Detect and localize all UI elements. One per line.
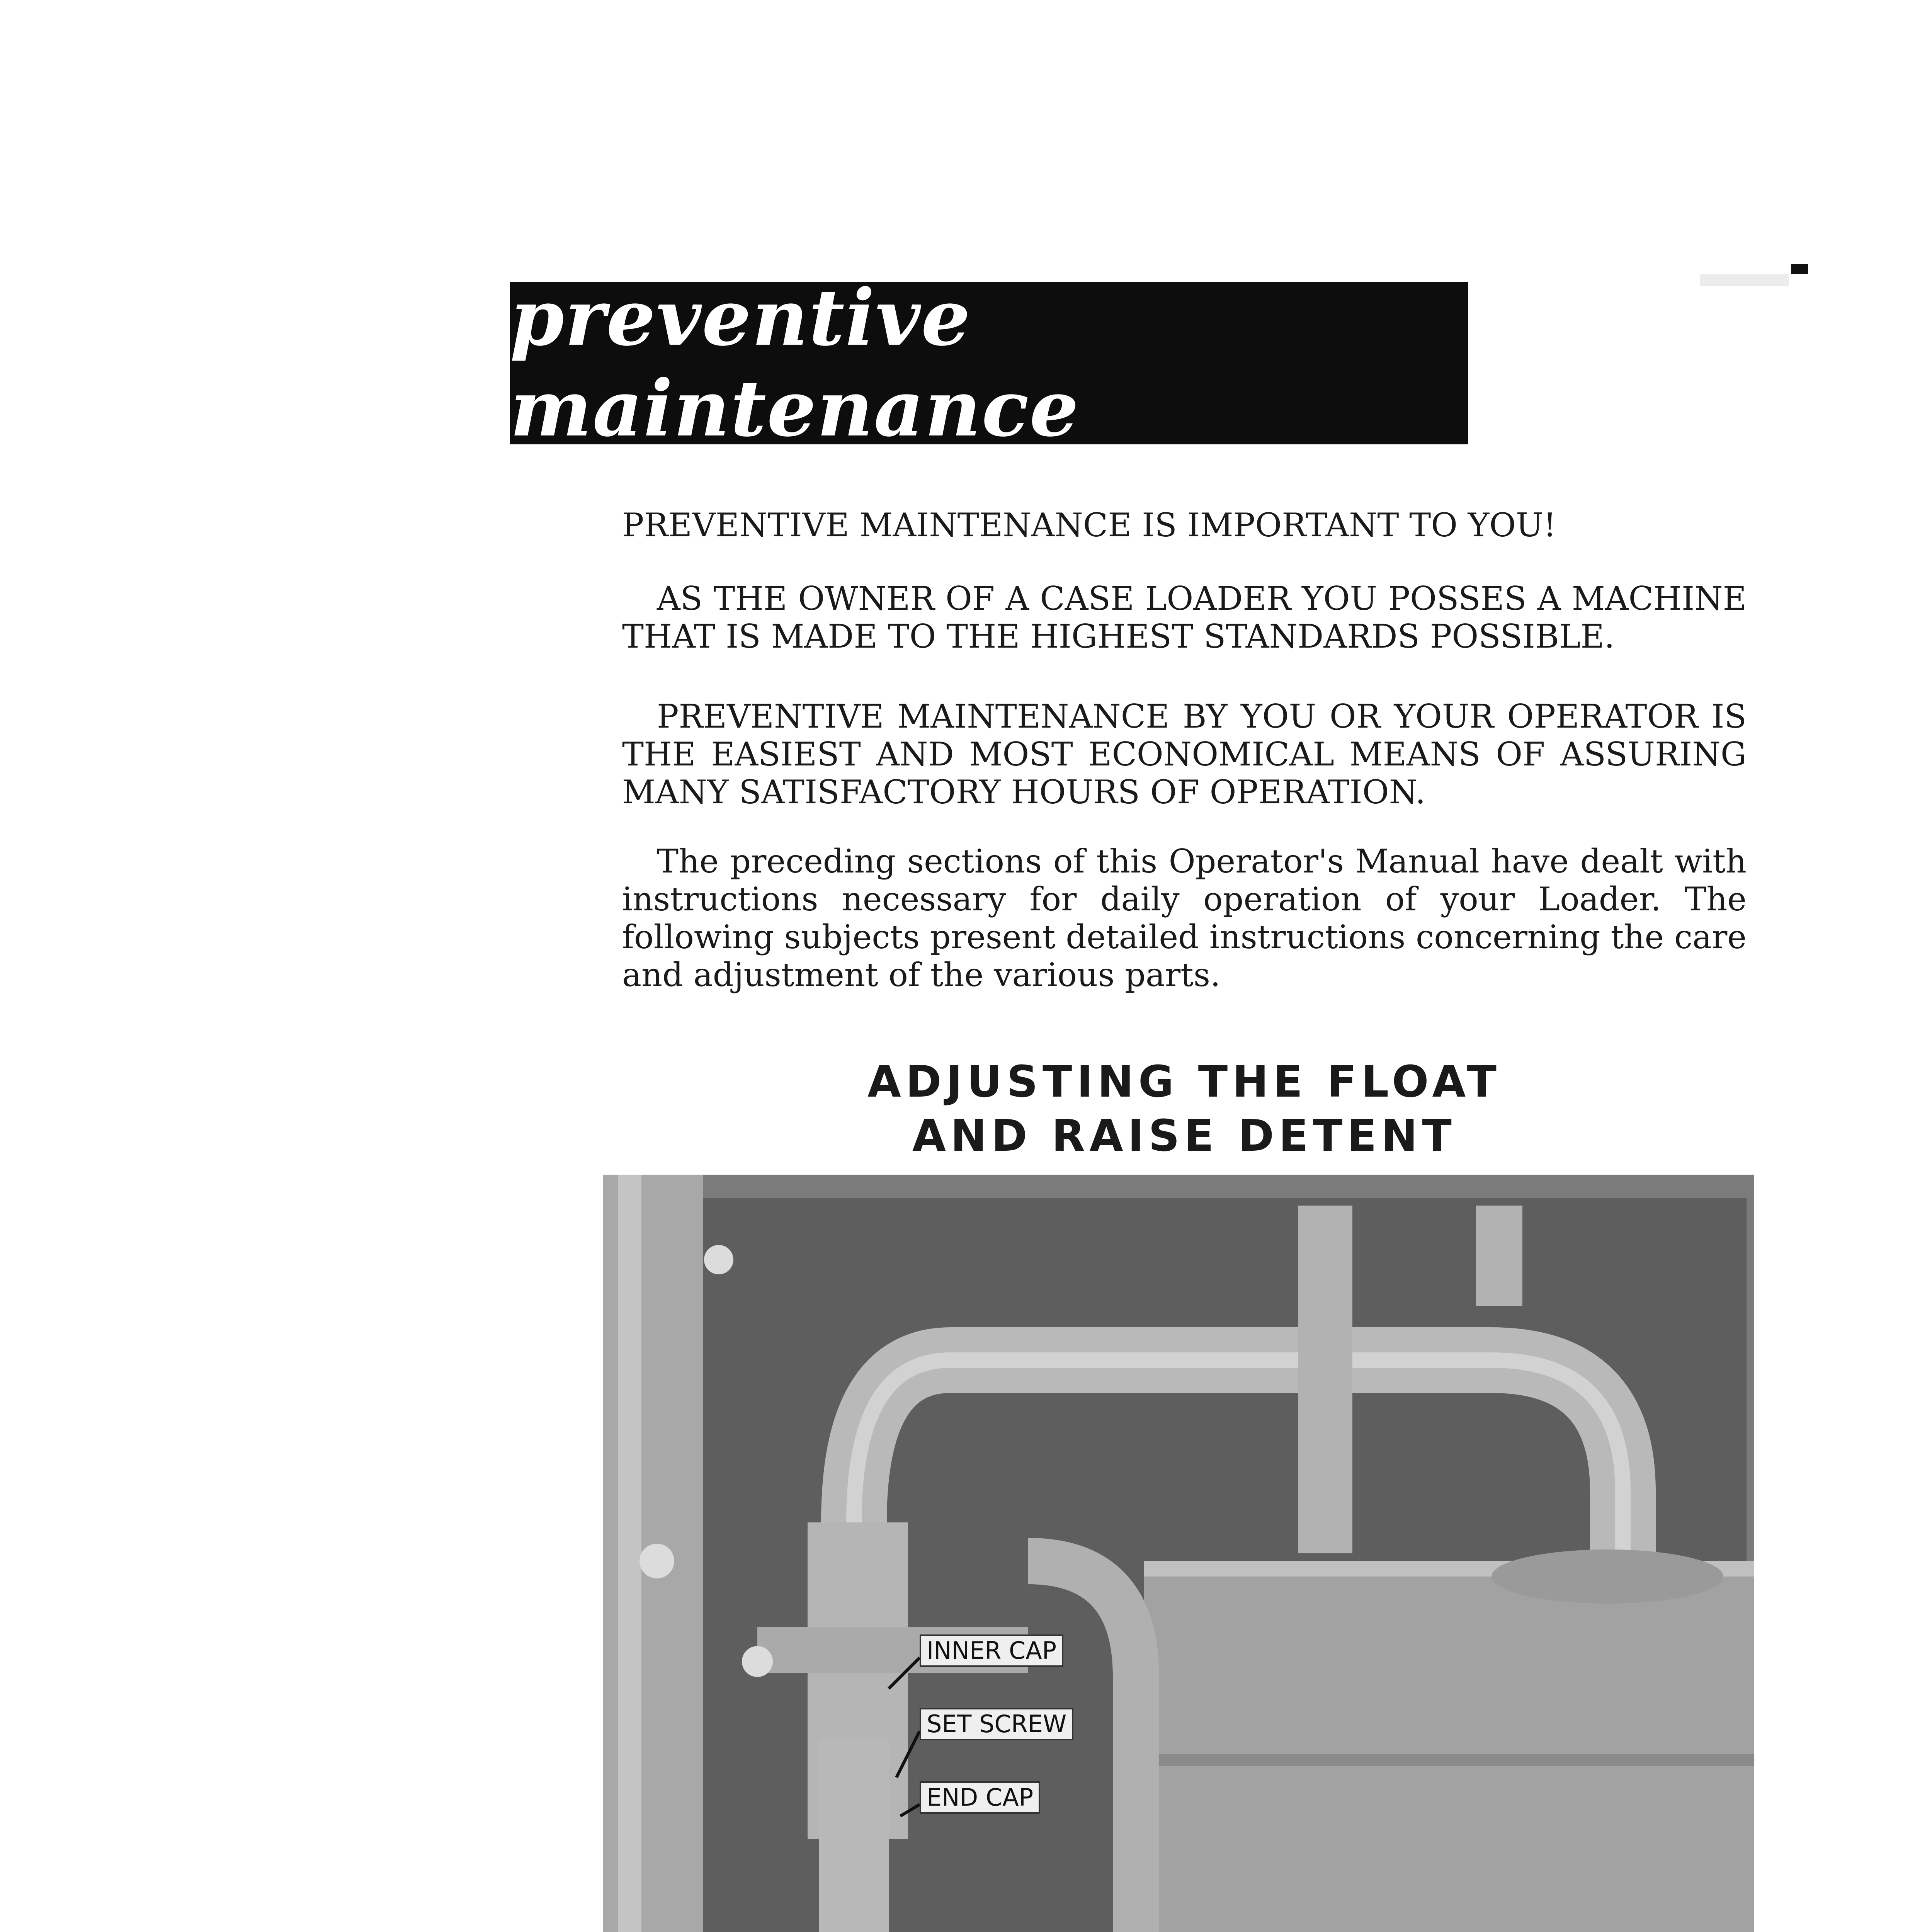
paragraph-owner: AS THE OWNER OF A CASE LOADER YOU POSSES A MACHINE THAT IS MADE TO THE HIGHEST STANDARDS POSSIBLE. — [622, 580, 1747, 655]
hydraulic-photo-illustration — [603, 1175, 1754, 1932]
callout-inner-cap: INNER CAP — [920, 1634, 1063, 1667]
scan-smudge — [1700, 274, 1789, 286]
header-title: preventive maintenance — [510, 272, 1080, 454]
paragraph-intro: The preceding sections of this Operator's Manual have dealt with instructions necessary for daily operation of your Loader. The following subjects present detailed instructions concerning the care and adjustment of the various parts. — [622, 842, 1747, 994]
header-banner — [510, 272, 1468, 454]
paragraph-operator: PREVENTIVE MAINTENANCE BY YOU OR YOUR OPERATOR IS THE EASIEST AND MOST ECONOMICAL MEANS OF ASSURING MANY SATISFACTORY HOURS OF OPERATION. — [622, 697, 1747, 811]
paragraph-importance: PREVENTIVE MAINTENANCE IS IMPORTANT TO YOU! — [622, 506, 1556, 544]
callout-end-cap: END CAP — [920, 1781, 1040, 1814]
figure-photo — [603, 1175, 1754, 1932]
callout-set-screw: SET SCREW — [920, 1708, 1073, 1740]
section-heading — [622, 1055, 1747, 1163]
section-heading-line1: ADJUSTING THE FLOAT — [867, 1057, 1501, 1107]
section-heading-line2: AND RAISE DETENT — [912, 1111, 1456, 1161]
corner-mark — [1791, 264, 1808, 274]
